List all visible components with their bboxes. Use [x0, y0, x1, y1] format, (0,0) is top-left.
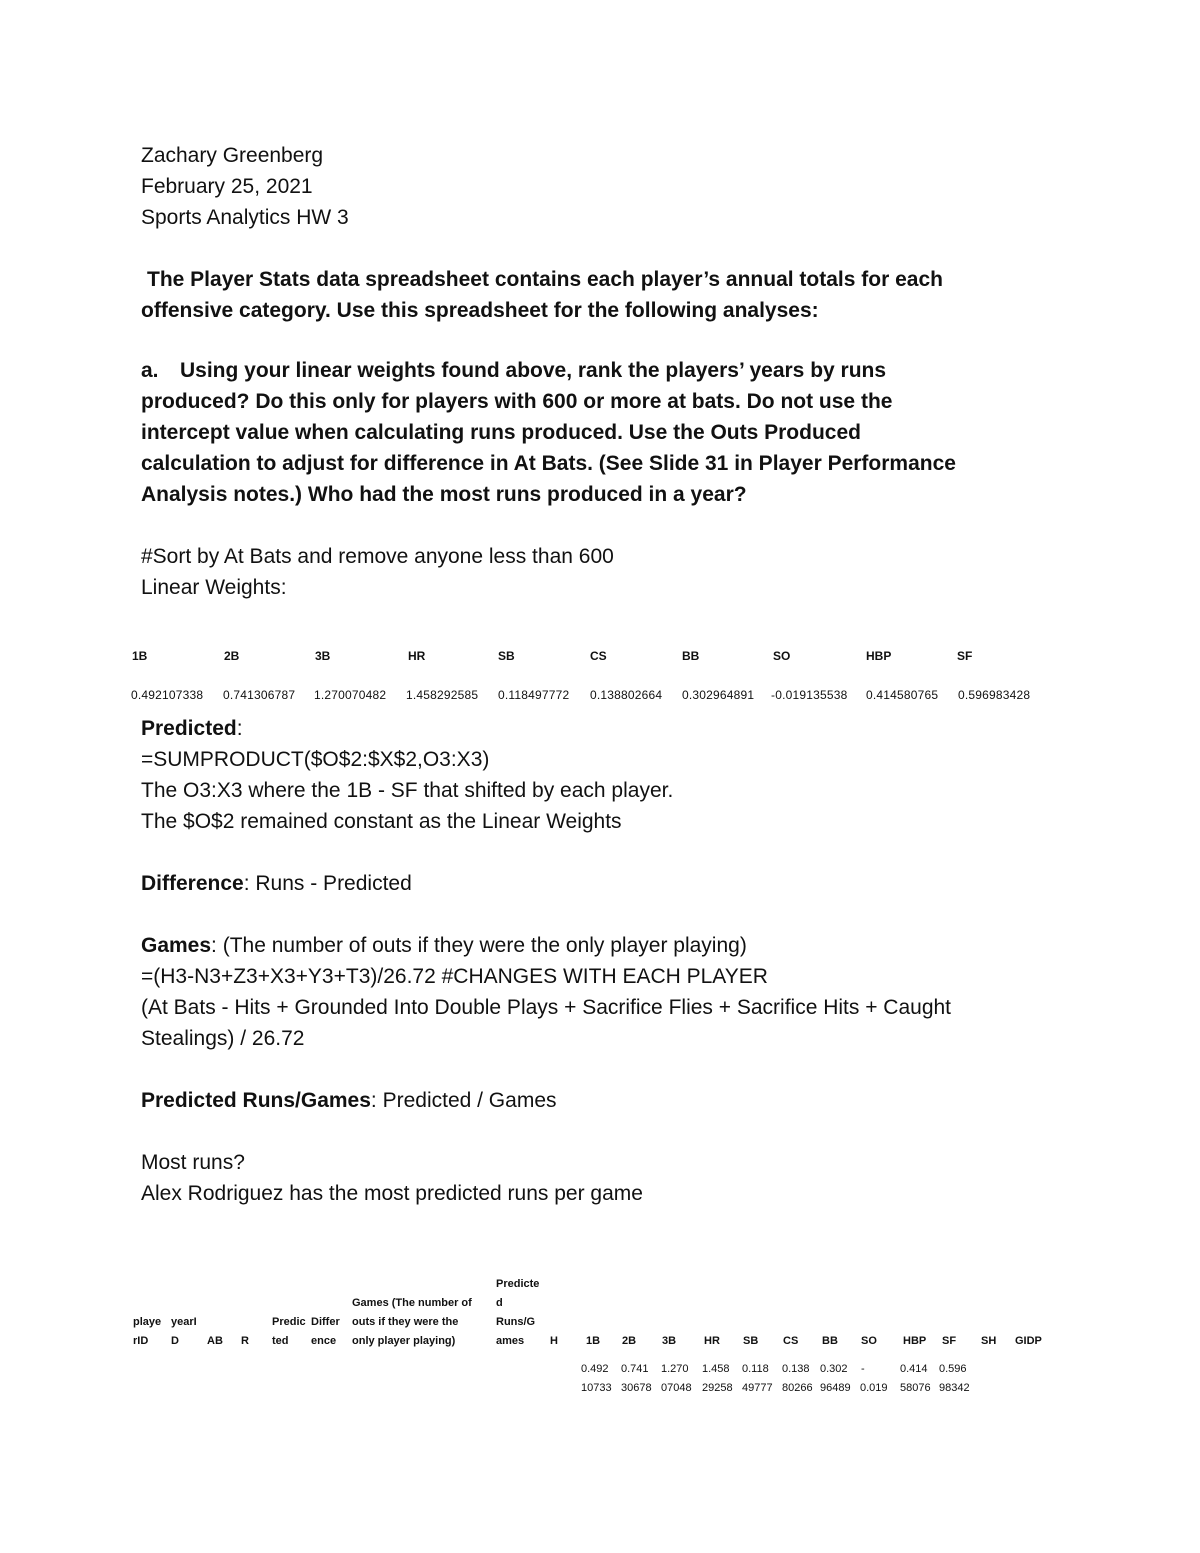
th-yearid: yearI D [171, 1316, 197, 1347]
lw-value-hbp: 0.414580765 [866, 688, 939, 702]
th-hr: HR [704, 1335, 720, 1347]
games-text: : (The number of outs if they were the only player playing) [211, 934, 747, 957]
th-gidp: GIDP [1015, 1335, 1042, 1347]
tw-1b: 0.492 10733 [581, 1363, 612, 1394]
th-predicted: Predic ted [272, 1316, 306, 1347]
question-line-5: Analysis notes.) Who had the most runs produced in a year? [141, 483, 747, 506]
th-sf: SF [942, 1335, 957, 1347]
lw-header-bb: BB [682, 649, 700, 663]
lw-header-2b: 2B [224, 649, 240, 663]
lw-header-cs: CS [590, 649, 607, 663]
predicted-suffix: : [236, 717, 243, 740]
question-a [141, 355, 1071, 510]
th-2b: 2B [622, 1335, 637, 1347]
most-runs-question: Most runs? [141, 1151, 245, 1174]
predicted-label: Predicted [141, 717, 237, 740]
lw-value-1b: 0.492107338 [131, 688, 204, 702]
question-line-3: intercept value when calculating runs produced. Use the Outs Produced [141, 421, 861, 444]
predicted-note-2: The $O$2 remained constant as the Linear Weights [141, 810, 622, 833]
lw-header-sb: SB [498, 649, 515, 663]
lw-header-1b: 1B [132, 649, 148, 663]
games-explain-2: Stealings) / 26.72 [141, 1027, 305, 1050]
lw-value-bb: 0.302964891 [682, 688, 755, 702]
tw-hr: 1.458 29258 [702, 1363, 733, 1394]
th-so: SO [861, 1335, 877, 1347]
tw-2b: 0.741 30678 [621, 1363, 652, 1394]
question-line-2: produced? Do this only for players with 600 or more at bats. Do not use the [141, 390, 893, 413]
lw-value-hr: 1.458292585 [406, 688, 479, 702]
th-playerid: playe rID [133, 1316, 162, 1347]
difference-line [141, 868, 412, 899]
th-ab: AB [207, 1335, 223, 1347]
tw-sb: 0.118 49777 [742, 1363, 773, 1394]
th-sh: SH [981, 1335, 997, 1347]
games-label: Games [141, 934, 212, 957]
predicted-note-1: The O3:X3 where the 1B - SF that shifted by each player. [141, 779, 674, 802]
most-runs-answer: Alex Rodriguez has the most predicted runs per game [141, 1182, 643, 1205]
lw-value-sb: 0.118497772 [498, 688, 570, 702]
lw-value-cs: 0.138802664 [590, 688, 663, 702]
tw-3b: 1.270 07048 [661, 1363, 692, 1394]
th-cs: CS [783, 1335, 799, 1347]
th-sb: SB [743, 1335, 759, 1347]
intro-line-2: offensive category. Use this spreadsheet for the following analyses: [141, 299, 819, 322]
th-bb: BB [822, 1335, 838, 1347]
tw-cs: 0.138 80266 [782, 1363, 813, 1394]
difference-text: : Runs - Predicted [243, 872, 412, 895]
prg-text: : Predicted / Games [370, 1089, 557, 1112]
th-games: Games (The number of outs if they were the only player playing) [352, 1297, 472, 1347]
prg-label: Predicted Runs/Games [141, 1089, 371, 1112]
predicted-heading [141, 713, 243, 744]
intro-line-1: The Player Stats data spreadsheet contains each player’s annual totals for each [147, 268, 943, 291]
tw-so: - 0.019 [860, 1363, 888, 1394]
predicted-formula: =SUMPRODUCT($O$2:$X$2,O3:X3) [141, 748, 490, 771]
th-hbp: HBP [903, 1335, 927, 1347]
lw-value-3b: 1.270070482 [314, 688, 387, 702]
intro-paragraph [141, 264, 1071, 326]
question-marker: a. [141, 359, 159, 382]
th-predicted-runs-games: Predicte d Runs/G ames [496, 1278, 540, 1347]
prg-line [141, 1085, 557, 1116]
lw-header-hbp: HBP [866, 649, 892, 663]
lw-value-2b: 0.741306787 [223, 688, 296, 702]
th-difference: Differ ence [311, 1316, 340, 1347]
th-r: R [241, 1335, 249, 1347]
lw-value-sf: 0.596983428 [958, 688, 1031, 702]
lw-header-3b: 3B [315, 649, 331, 663]
games-formula: =(H3-N3+Z3+X3+Y3+T3)/26.72 #CHANGES WITH EACH PLAYER [141, 965, 768, 988]
question-line-4: calculation to adjust for difference in At Bats. (See Slide 31 in Player Performance [141, 452, 956, 475]
tw-sf: 0.596 98342 [939, 1363, 970, 1394]
tw-hbp: 0.414 58076 [900, 1363, 931, 1394]
th-1b: 1B [586, 1335, 601, 1347]
course-title: Sports Analytics HW 3 [141, 206, 349, 229]
question-line-1: Using your linear weights found above, rank the players’ years by runs [180, 359, 887, 382]
lw-header-sf: SF [957, 649, 973, 663]
lw-header-so: SO [773, 649, 791, 663]
linear-weights-label: Linear Weights: [141, 576, 287, 599]
difference-label: Difference [141, 872, 244, 895]
document-date: February 25, 2021 [141, 175, 313, 198]
games-explain-1: (At Bats - Hits + Grounded Into Double Plays + Sacrifice Flies + Sacrifice Hits + Caught [141, 996, 952, 1019]
tw-bb: 0.302 96489 [820, 1363, 851, 1394]
th-h: H [550, 1335, 558, 1347]
sort-note: #Sort by At Bats and remove anyone less than 600 [141, 545, 614, 568]
lw-value-so: -0.019135538 [771, 688, 848, 702]
th-3b: 3B [662, 1335, 677, 1347]
author-name: Zachary Greenberg [141, 144, 324, 167]
lw-header-hr: HR [408, 649, 426, 663]
games-line [141, 930, 747, 961]
